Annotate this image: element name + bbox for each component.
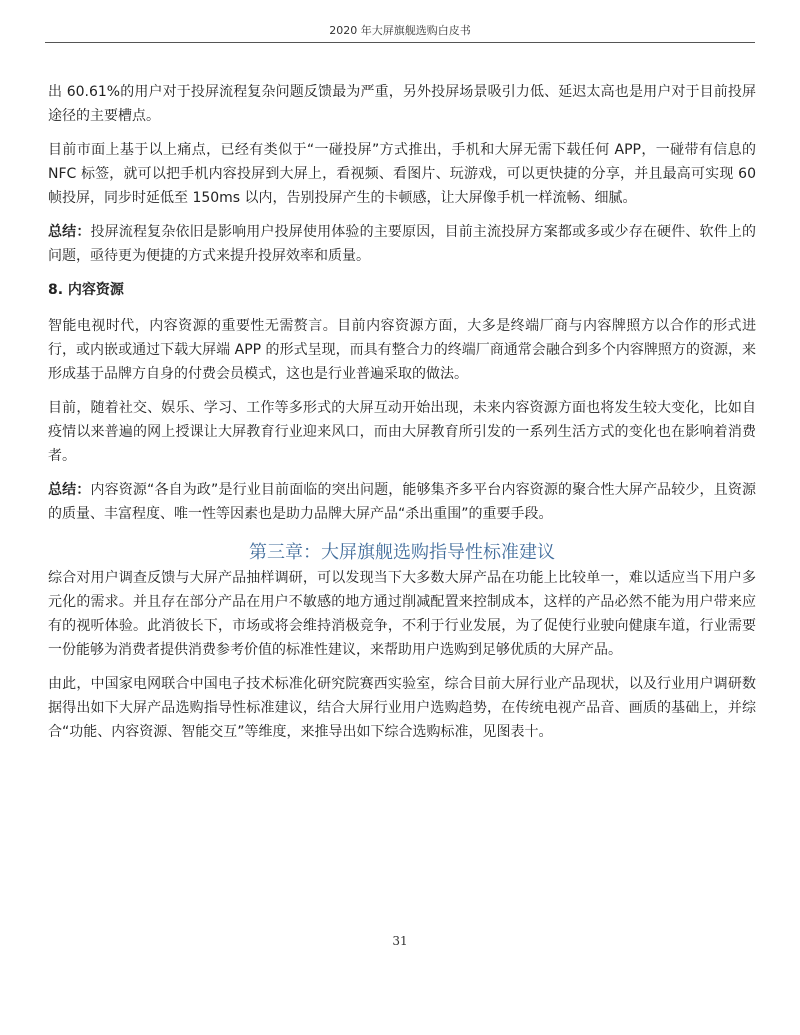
paragraph-one-touch-cast: 目前市面上基于以上痛点，已经有类似于“一碰投屏”方式推出，手机和大屏无需下载任何 APP，一碰带有信息的 NFC 标签，就可以把手机内容投屏到大屏上，看视频、看图片、玩游戏，可以更快捷的分享，并且最高可实现 60 帧投屏，同步时延低至 150ms 以内，告别投屏产生的卡顿感，让大屏像手机一样流畅、细腻。 bbox=[48, 142, 756, 206]
summary-text: 投屏流程复杂依旧是影响用户投屏使用体验的主要原因，目前主流投屏方案都或多或少存在硬件、软件上的问题，亟待更为便捷的方式来提升投屏效率和质量。 bbox=[48, 224, 757, 264]
page-number: 31 bbox=[392, 934, 408, 948]
chapter-title: 第三章：大屏旗舰选购指导性标准建议 bbox=[249, 542, 555, 563]
paragraph-content-resources: 智能电视时代，内容资源的重要性无需赘言。目前内容资源方面，大多是终端厂商与内容牌照方以合作的形式进行，或内嵌或通过下载大屏端 APP 的形式呈现，而具有整合力的终端厂商通常会融合到多个内容牌照方的资源，来形成基于品牌方自身的付费会员模式，这也是行业普遍采取的做法。 bbox=[48, 318, 756, 382]
summary-label: 总结： bbox=[48, 224, 91, 240]
summary-text: 内容资源“各自为政”是行业目前面临的突出问题，能够集齐多平台内容资源的聚合性大屏产品较少，且资源的质量、丰富程度、唯一性等因素也是助力品牌大屏产品“杀出重围”的重要手段。 bbox=[48, 482, 756, 522]
page-body bbox=[48, 80, 756, 754]
summary-content-resources bbox=[48, 478, 756, 526]
header-divider bbox=[45, 42, 755, 43]
running-header: 2020 年大屏旗舰选购白皮书 bbox=[329, 24, 471, 37]
summary-screen-cast bbox=[48, 220, 756, 268]
section-heading-content-resources: 8. 内容资源 bbox=[48, 282, 124, 298]
paragraph-interaction-trends: 目前，随着社交、娱乐、学习、工作等多形式的大屏互动开始出现，未来内容资源方面也将发生较大变化，比如自疫情以来普遍的网上授课让大屏教育行业迎来风口，而由大屏教育所引发的一系列生活方式的变化也在影响着消费者。 bbox=[48, 400, 756, 464]
paragraph-screen-cast-survey: 出 60.61%的用户对于投屏流程复杂问题反馈最为严重，另外投屏场景吸引力低、延迟太高也是用户对于目前投屏途径的主要槽点。 bbox=[48, 84, 756, 124]
paragraph-standard-derivation: 由此，中国家电网联合中国电子技术标准化研究院赛西实验室，综合目前大屏行业产品现状，以及行业用户调研数据得出如下大屏产品选购指导性标准建议，结合大屏行业用户选购趋势，在传统电视产品音、画质的基础上，并综合“功能、内容资源、智能交互”等维度，来推导出如下综合选购标准，见图表十。 bbox=[48, 676, 756, 740]
paragraph-chapter-intro: 综合对用户调查反馈与大屏产品抽样调研，可以发现当下大多数大屏产品在功能上比较单一，难以适应当下用户多元化的需求。并且存在部分产品在用户不敏感的地方通过削减配置来控制成本，这样的产品必然不能为用户带来应有的视听体验。此消彼长下，市场或将会维持消极竞争，不利于行业发展，为了促使行业驶向健康车道，行业需要一份能够为消费者提供消费参考价值的标准性建议，来帮助用户选购到足够优质的大屏产品。 bbox=[48, 570, 756, 658]
summary-label: 总结： bbox=[48, 482, 91, 498]
